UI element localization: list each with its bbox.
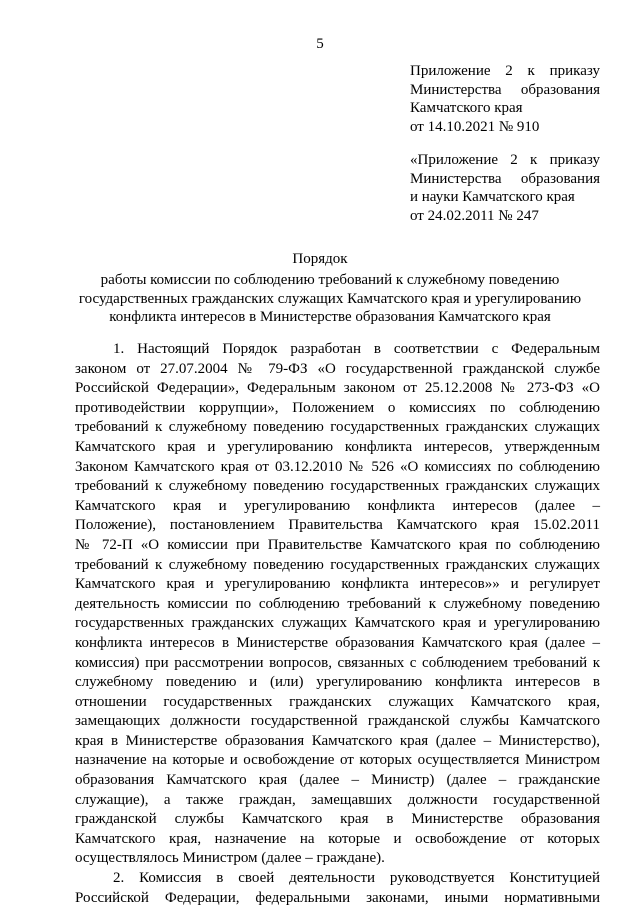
body-line: требований к служебному поведению государственных гражданских служащих xyxy=(75,419,600,436)
appendix-original-line: «Приложение 2 к приказу xyxy=(410,152,600,168)
body-line: осуществлялось Министром (далее – граждане). xyxy=(75,850,385,867)
appendix-original-line: Министерства образования xyxy=(410,170,600,187)
body-line: служащие), а также граждан, замещавших должности государственной xyxy=(75,791,600,808)
subtitle-line: конфликта интересов в Министерстве образования Камчатского края xyxy=(109,309,551,325)
body-line: Камчатского края и урегулированию конфликта интересов (далее – xyxy=(75,497,600,514)
body-line: замещающих должности государственной гражданской службы Камчатского xyxy=(75,713,600,730)
document-body xyxy=(75,340,600,908)
body-line: законом от 27.07.2004 № 79-ФЗ «О государственной гражданской службе xyxy=(75,360,600,377)
body-line: конфликта интересов в Министерстве образования Камчатского края (далее – xyxy=(75,634,600,651)
body-line: Российской Федерации», Федеральным законом от 25.12.2008 № 273-ФЗ «О xyxy=(75,380,600,397)
body-line: отношении государственных гражданских служащих Камчатского края, xyxy=(75,693,600,710)
body-line: Законом Камчатского края от 03.12.2010 № 526 «О комиссиях по соблюдению xyxy=(75,458,600,475)
appendix-original-line: от 24.02.2011 № 247 xyxy=(410,207,539,224)
appendix-current-line: от 14.10.2021 № 910 xyxy=(410,118,540,135)
body-line: края в Министерстве образования Камчатского края (далее – Министерство), xyxy=(75,732,600,749)
body-line: гражданской службы Камчатского края в Министерстве образования xyxy=(75,811,600,828)
body-line: служебному поведению и (или) урегулированию конфликта интересов в xyxy=(75,674,600,691)
subtitle-line: государственных гражданских служащих Камчатского края и урегулированию xyxy=(78,290,582,307)
page-number: 5 xyxy=(316,36,324,52)
appendix-current-line: Приложение 2 к приказу xyxy=(410,63,600,79)
body-line: назначение на которые и освобождение от которых осуществляется Министром xyxy=(75,752,600,769)
paragraph-2 xyxy=(75,869,600,908)
appendix-original-line: и науки Камчатского края xyxy=(410,189,575,205)
body-line: Камчатского края и урегулированию конфликта интересов, утвержденным xyxy=(75,438,600,455)
body-line: Положение), постановлением Правительства Камчатского края 15.02.2011 xyxy=(75,517,600,534)
body-line: образования Камчатского края (далее – Министр) (далее – гражданские xyxy=(75,772,600,789)
body-line: комиссия) при рассмотрении вопросов, связанных с соблюдением требований к xyxy=(75,654,600,671)
body-line: требований к служебному поведению государственных гражданских служащих xyxy=(75,556,600,573)
body-line: 2. Комиссия в своей деятельности руководствуется Конституцией xyxy=(113,870,600,887)
appendix-current-order xyxy=(410,62,600,136)
appendix-current-line: Министерства образования xyxy=(410,81,600,98)
body-line: деятельность комиссии по соблюдению требований к служебному поведению xyxy=(75,595,600,612)
body-line: Российской Федерации, федеральными законами, иными нормативными xyxy=(75,889,600,906)
subtitle-line: работы комиссии по соблюдению требований к служебному поведению xyxy=(100,272,560,288)
body-line: Камчатского края и урегулированию конфликта интересов»» и регулирует xyxy=(75,576,600,593)
document-title: Порядок xyxy=(292,251,348,267)
body-line: Камчатского края, назначение на которые и освобождение от которых xyxy=(75,830,600,847)
body-line: требований к служебному поведению государственных гражданских служащих xyxy=(75,478,600,495)
body-line: противодействии коррупции», Положением о комиссиях по соблюдению xyxy=(75,399,600,416)
appendix-original-order xyxy=(410,151,600,225)
body-line: 1. Настоящий Порядок разработан в соответствии с Федеральным xyxy=(113,341,600,357)
paragraph-1 xyxy=(75,340,600,869)
body-line: государственных гражданских служащих Камчатского края и урегулированию xyxy=(75,615,600,632)
appendix-current-line: Камчатского края xyxy=(410,100,523,116)
document-subtitle xyxy=(60,271,600,327)
body-line: № 72-П «О комиссии при Правительстве Камчатского края по соблюдению xyxy=(75,536,600,553)
